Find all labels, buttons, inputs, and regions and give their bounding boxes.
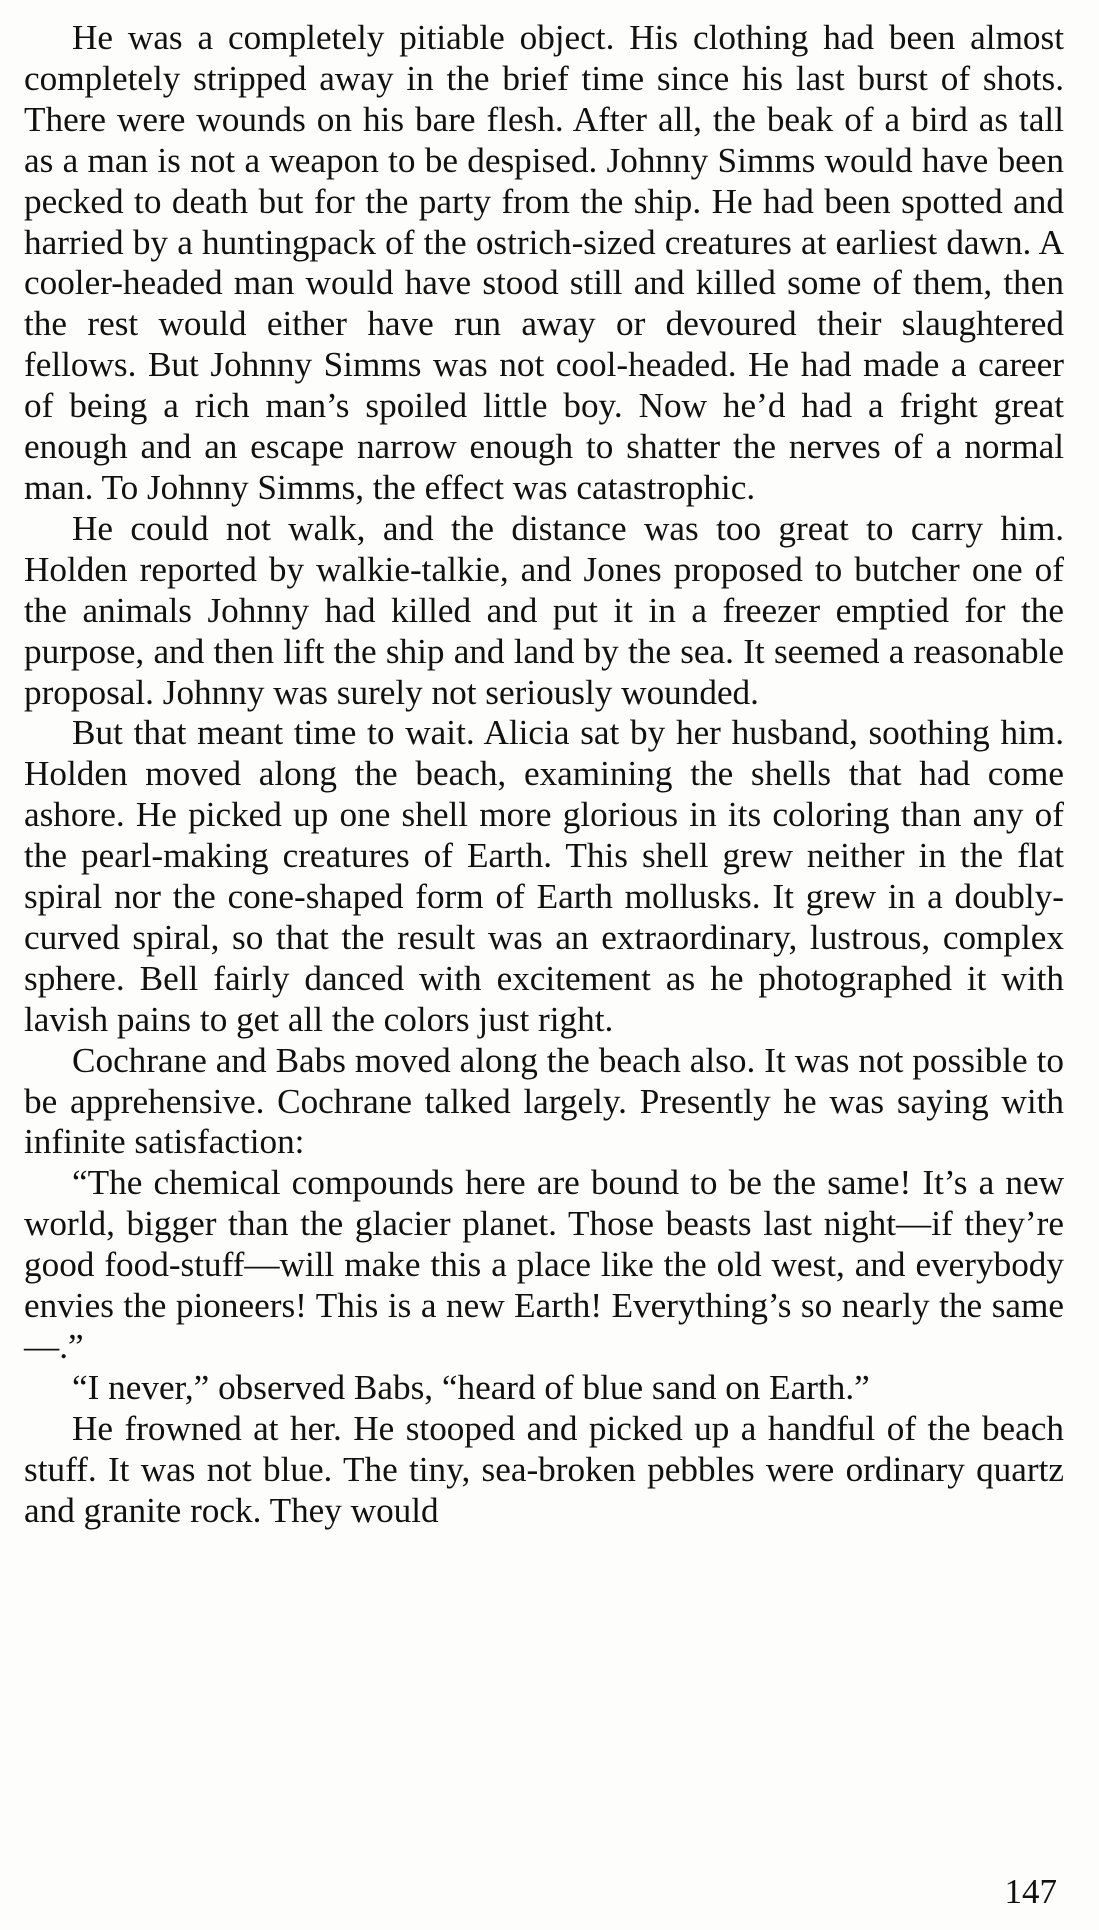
paragraph-4: Cochrane and Babs moved along the beach also. It was not possible to be apprehensive. Cochrane talked largely. Presently he was saying with infinite satisfaction:: [24, 1040, 1064, 1162]
page-number: 147: [1004, 1872, 1057, 1911]
paragraph-6: “I never,” observed Babs, “heard of blue sand on Earth.”: [72, 1367, 870, 1407]
paragraph-5: “The chemical compounds here are bound to be the same! It’s a new world, bigger than the glacier planet. Those beasts last night—if they’re good food-stuff—will make this a place like the old west, and everybody envies the pioneers! This is a new Earth! Everything’s so nearly the same—.”: [24, 1163, 1064, 1366]
paragraph-2: He could not walk, and the distance was too great to carry him. Holden reported by walkie-talkie, and Jones proposed to butcher one of the animals Johnny had killed and put it in a freezer emptied for the purpose, and then lift the ship and land by the sea. It seemed a reasonable proposal. Johnny was surely not seriously wounded.: [24, 508, 1064, 712]
paragraph-3: But that meant time to wait. Alicia sat by her husband, soothing him. Holden moved along the beach, examining the shells that had come ashore. He picked up one shell more glorious in its coloring than any of the pearl-making creatures of Earth. This shell grew neither in the flat spiral nor the cone-shaped form of Earth mollusks. It grew in a doubly-curved spiral, so that the result was an extraordinary, lustrous, complex sphere. Bell fairly danced with excitement as he photographed it with lavish pains to get all the colors just right.: [24, 713, 1064, 1039]
body-text: [24, 18, 1064, 1532]
paragraph-7: He frowned at her. He stooped and picked up a handful of the beach stuff. It was not blue. The tiny, sea-broken pebbles were ordinary quartz and granite rock. They would: [24, 1408, 1064, 1530]
paragraph-1: He was a completely pitiable object. His clothing had been almost completely stripped away in the brief time since his last burst of shots. There were wounds on his bare flesh. After all, the beak of a bird as tall as a man is not a weapon to be despised. Johnny Simms would have been pecked to death but for the party from the ship. He had been spotted and harried by a huntingpack of the ostrich-sized creatures at earliest dawn. A cooler-headed man would have stood still and killed some of them, then the rest would either have run away or devoured their slaughtered fellows. But Johnny Simms was not cool-headed. He had made a career of being a rich man’s spoiled little boy. Now he’d had a fright great enough and an escape narrow enough to shatter the nerves of a normal man. To Johnny Simms, the effect was catastrophic.: [24, 18, 1064, 507]
